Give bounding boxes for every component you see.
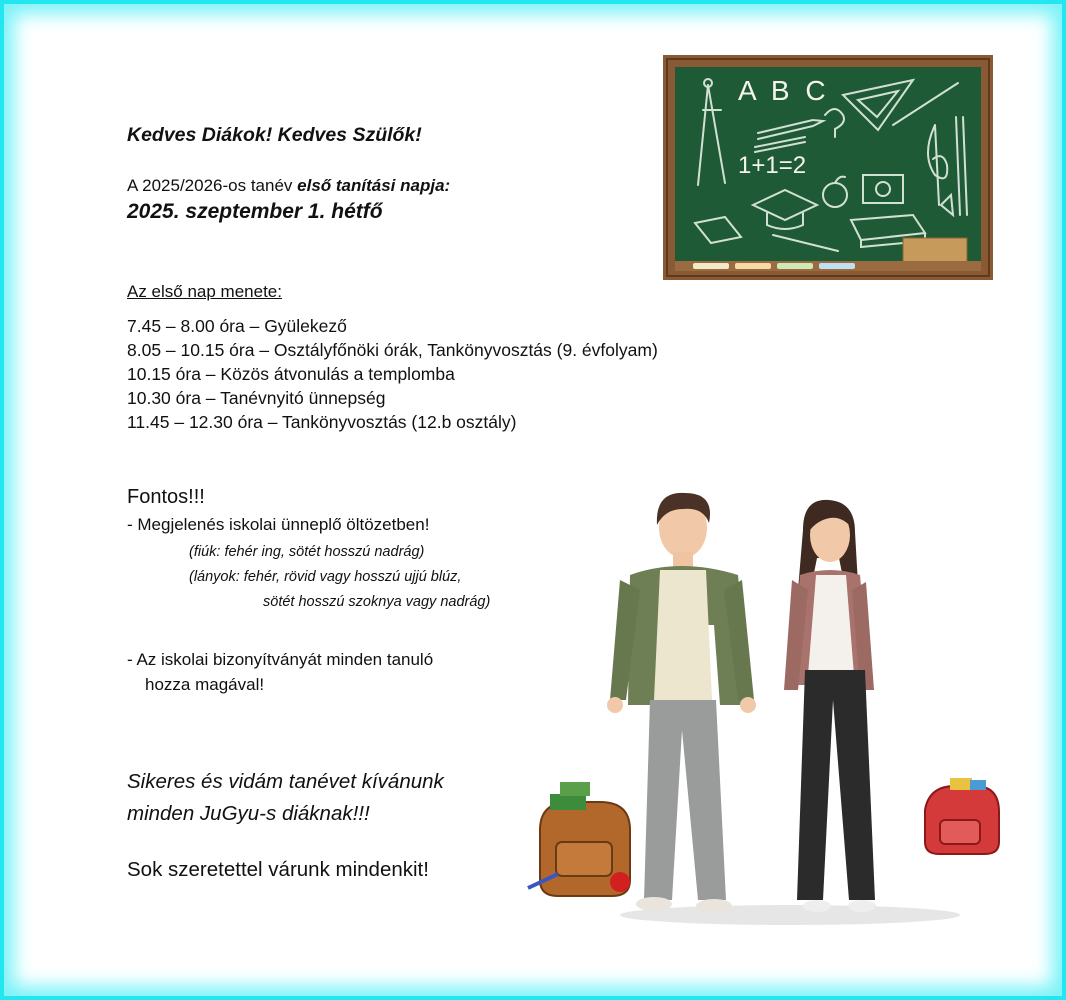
- chalk-equation: 1+1=2: [738, 152, 807, 179]
- first-day-date: 2025. szeptember 1. hétfő: [127, 200, 383, 223]
- schedule-item: 11.45 – 12.30 óra – Tankönyvosztás (12.b osztály): [127, 412, 517, 432]
- schedule-item: 10.15 óra – Közös átvonulás a templomba: [127, 364, 455, 384]
- dress-code-note: - Megjelenés iskolai ünneplő öltözetben!: [127, 515, 430, 534]
- greeting-heading: Kedves Diákok! Kedves Szülők!: [127, 124, 422, 146]
- welcome-text: Sok szeretettel várunk mindenkit!: [127, 858, 429, 881]
- intro-text: [127, 176, 450, 196]
- intro-prefix: A 2025/2026-os tanév: [127, 176, 298, 195]
- chalkboard-illustration: [663, 55, 993, 280]
- schedule-title: Az első nap menete:: [127, 282, 282, 301]
- important-title: Fontos!!!: [127, 486, 205, 508]
- schedule-item: 10.30 óra – Tanévnyitó ünnepség: [127, 388, 386, 408]
- chalk-piece: [735, 263, 771, 269]
- students-illustration: [520, 490, 1010, 930]
- chalk-piece: [693, 263, 729, 269]
- dress-code-girls-cont: sötét hosszú szoknya vagy nadrág): [263, 594, 491, 610]
- red-backpack: [925, 778, 999, 854]
- chalk-piece: [819, 263, 855, 269]
- schedule-item: 8.05 – 10.15 óra – Osztályfőnöki órák, Tankönyvosztás (9. évfolyam): [127, 340, 658, 360]
- chalk-piece: [777, 263, 813, 269]
- schedule-list: [127, 314, 658, 434]
- brown-backpack: [528, 782, 630, 896]
- dress-code-boys: (fiúk: fehér ing, sötét hosszú nadrág): [189, 544, 425, 560]
- schedule-item: 7.45 – 8.00 óra – Gyülekező: [127, 316, 347, 336]
- wish-line-1: Sikeres és vidám tanévet kívánunk: [127, 770, 444, 793]
- dress-code-girls: (lányok: fehér, rövid vagy hosszú ujjú blúz,: [189, 569, 462, 585]
- girl-figure: [784, 500, 876, 912]
- certificate-note: - Az iskolai bizonyítványát minden tanuló: [127, 650, 434, 669]
- wish-line-2: minden JuGyu-s diáknak!!!: [127, 802, 370, 825]
- chalk-letters: A B C: [738, 75, 830, 106]
- certificate-note-cont: hozza magával!: [145, 675, 265, 694]
- intro-emphasis: első tanítási napja:: [297, 176, 451, 195]
